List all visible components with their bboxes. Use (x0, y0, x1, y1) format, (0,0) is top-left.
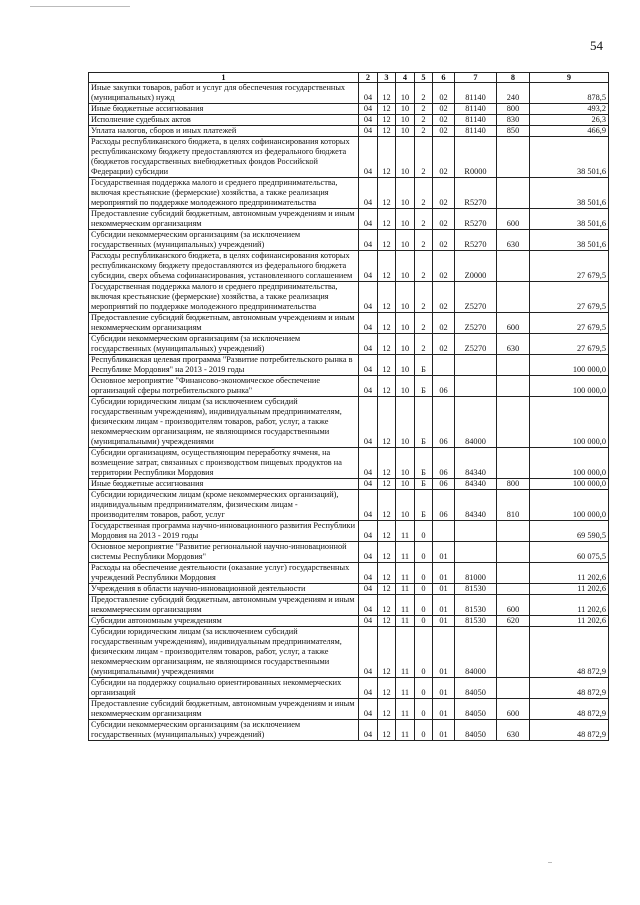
column-header: 1 (89, 73, 359, 83)
subsection-code-cell: 12 (378, 282, 396, 313)
program-code-cell: 10 (396, 137, 415, 178)
activity-code-cell (433, 521, 455, 542)
row-name-cell: Расходы республиканского бюджета, в целях софинансирования которых республиканскому бюджету предоставляются из федерального бюджета субсидии, сверх объема софинансирования, установленного соглашением (89, 251, 359, 282)
direction-code-cell: 81530 (455, 584, 497, 595)
subsection-code-cell: 12 (378, 137, 396, 178)
section-code-cell: 04 (359, 720, 378, 741)
direction-code-cell (455, 355, 497, 376)
row-name-cell: Учреждения в области научно-инновационной деятельности (89, 584, 359, 595)
table-row (89, 616, 609, 627)
section-code-cell: 04 (359, 699, 378, 720)
table-row (89, 627, 609, 678)
expense-type-cell (497, 563, 530, 584)
column-header: 8 (497, 73, 530, 83)
expense-type-cell: 800 (497, 104, 530, 115)
subprogram-code-cell: 0 (415, 563, 433, 584)
expense-type-cell (497, 251, 530, 282)
amount-cell: 38 501,6 (530, 209, 609, 230)
amount-cell: 48 872,9 (530, 699, 609, 720)
subsection-code-cell: 12 (378, 126, 396, 137)
section-code-cell: 04 (359, 397, 378, 448)
table-row (89, 490, 609, 521)
amount-cell: 38 501,6 (530, 230, 609, 251)
row-name-cell: Субсидии некоммерческим организациям (за исключением государственных (муниципальных) учреждений) (89, 230, 359, 251)
amount-cell: 11 202,6 (530, 584, 609, 595)
subprogram-code-cell: 2 (415, 230, 433, 251)
amount-cell: 48 872,9 (530, 720, 609, 741)
amount-cell: 100 000,0 (530, 355, 609, 376)
subprogram-code-cell: 2 (415, 115, 433, 126)
table-row (89, 313, 609, 334)
direction-code-cell: R5270 (455, 178, 497, 209)
subprogram-code-cell: Б (415, 490, 433, 521)
page-number: 54 (590, 38, 603, 53)
direction-code-cell: 84050 (455, 720, 497, 741)
amount-cell: 38 501,6 (530, 178, 609, 209)
row-name-cell: Предоставление субсидий бюджетным, автономным учреждениям и иным некоммерческим организациям (89, 595, 359, 616)
row-name-cell: Основное мероприятие "Финансово-экономическое обеспечение организаций сферы потребительского рынка" (89, 376, 359, 397)
program-code-cell: 11 (396, 563, 415, 584)
row-name-cell: Государственная поддержка малого и среднего предпринимательства, включая крестьянские (фермерские) хозяйства, а также реализация мероприятий по поддержке молодежного предпринимательства (89, 178, 359, 209)
subsection-code-cell: 12 (378, 595, 396, 616)
subprogram-code-cell: 2 (415, 282, 433, 313)
table-row (89, 83, 609, 104)
amount-cell: 100 000,0 (530, 448, 609, 479)
direction-code-cell: 81140 (455, 126, 497, 137)
row-name-cell: Государственная поддержка малого и среднего предпринимательства, включая крестьянские (фермерские) хозяйства, а также реализация мероприятий по поддержке молодежного предпринимательства (89, 282, 359, 313)
activity-code-cell: 01 (433, 720, 455, 741)
expense-type-cell: 830 (497, 115, 530, 126)
direction-code-cell: 84050 (455, 699, 497, 720)
amount-cell: 493,2 (530, 104, 609, 115)
subprogram-code-cell: 2 (415, 313, 433, 334)
activity-code-cell: 01 (433, 595, 455, 616)
expense-type-cell (497, 521, 530, 542)
subsection-code-cell: 12 (378, 178, 396, 209)
activity-code-cell (433, 355, 455, 376)
program-code-cell: 11 (396, 584, 415, 595)
amount-cell: 60 075,5 (530, 542, 609, 563)
subsection-code-cell: 12 (378, 334, 396, 355)
table-row (89, 699, 609, 720)
direction-code-cell: Z5270 (455, 313, 497, 334)
table-row (89, 542, 609, 563)
activity-code-cell: 02 (433, 115, 455, 126)
amount-cell: 48 872,9 (530, 627, 609, 678)
direction-code-cell: 81530 (455, 616, 497, 627)
expense-type-cell: 620 (497, 616, 530, 627)
row-name-cell: Основное мероприятие "Развитие региональной научно-инновационной системы Республики Мордовия" (89, 542, 359, 563)
table-row (89, 479, 609, 490)
expense-type-cell (497, 376, 530, 397)
direction-code-cell: Z5270 (455, 334, 497, 355)
subsection-code-cell: 12 (378, 490, 396, 521)
program-code-cell: 10 (396, 355, 415, 376)
subsection-code-cell: 12 (378, 83, 396, 104)
amount-cell: 27 679,5 (530, 282, 609, 313)
row-name-cell: Государственная программа научно-инновационного развития Республики Мордовия на 2013 - 2019 годы (89, 521, 359, 542)
subprogram-code-cell: Б (415, 448, 433, 479)
section-code-cell: 04 (359, 126, 378, 137)
direction-code-cell: 84050 (455, 678, 497, 699)
column-header: 9 (530, 73, 609, 83)
expense-type-cell: 240 (497, 83, 530, 104)
activity-code-cell: 02 (433, 104, 455, 115)
program-code-cell: 11 (396, 616, 415, 627)
expense-type-cell (497, 542, 530, 563)
subsection-code-cell: 12 (378, 355, 396, 376)
section-code-cell: 04 (359, 595, 378, 616)
row-name-cell: Расходы республиканского бюджета, в целях софинансирования которых республиканскому бюджету предоставляются из федерального бюджета (бюджетов государственных внебюджетных фондов Российской Федерации) субсидии (89, 137, 359, 178)
subprogram-code-cell: 0 (415, 584, 433, 595)
direction-code-cell: 81000 (455, 563, 497, 584)
activity-code-cell: 02 (433, 209, 455, 230)
activity-code-cell: 01 (433, 627, 455, 678)
subprogram-code-cell: Б (415, 355, 433, 376)
activity-code-cell: 01 (433, 616, 455, 627)
amount-cell: 11 202,6 (530, 563, 609, 584)
subprogram-code-cell: 2 (415, 104, 433, 115)
subsection-code-cell: 12 (378, 699, 396, 720)
row-name-cell: Иные бюджетные ассигнования (89, 104, 359, 115)
section-code-cell: 04 (359, 616, 378, 627)
table-header-row (89, 73, 609, 83)
activity-code-cell: 02 (433, 230, 455, 251)
section-code-cell: 04 (359, 251, 378, 282)
subsection-code-cell: 12 (378, 678, 396, 699)
direction-code-cell: R0000 (455, 137, 497, 178)
section-code-cell: 04 (359, 521, 378, 542)
amount-cell: 100 000,0 (530, 376, 609, 397)
activity-code-cell: 02 (433, 282, 455, 313)
subprogram-code-cell: 2 (415, 126, 433, 137)
table-row (89, 137, 609, 178)
budget-table (88, 72, 609, 741)
activity-code-cell: 02 (433, 126, 455, 137)
expense-type-cell: 600 (497, 699, 530, 720)
program-code-cell: 10 (396, 397, 415, 448)
column-header: 3 (378, 73, 396, 83)
subprogram-code-cell: Б (415, 376, 433, 397)
activity-code-cell: 02 (433, 83, 455, 104)
subprogram-code-cell: 2 (415, 83, 433, 104)
section-code-cell: 04 (359, 313, 378, 334)
activity-code-cell: 02 (433, 251, 455, 282)
section-code-cell: 04 (359, 627, 378, 678)
amount-cell: 26,3 (530, 115, 609, 126)
table-row (89, 584, 609, 595)
expense-type-cell (497, 178, 530, 209)
subprogram-code-cell: 0 (415, 616, 433, 627)
amount-cell: 48 872,9 (530, 678, 609, 699)
activity-code-cell: 06 (433, 397, 455, 448)
row-name-cell: Исполнение судебных актов (89, 115, 359, 126)
direction-code-cell: R5270 (455, 230, 497, 251)
direction-code-cell: 84340 (455, 479, 497, 490)
program-code-cell: 10 (396, 83, 415, 104)
subsection-code-cell: 12 (378, 627, 396, 678)
subprogram-code-cell: 0 (415, 720, 433, 741)
activity-code-cell: 02 (433, 178, 455, 209)
table-row (89, 126, 609, 137)
section-code-cell: 04 (359, 83, 378, 104)
subsection-code-cell: 12 (378, 563, 396, 584)
amount-cell: 27 679,5 (530, 313, 609, 334)
column-header: 5 (415, 73, 433, 83)
amount-cell: 100 000,0 (530, 397, 609, 448)
subprogram-code-cell: 2 (415, 178, 433, 209)
subsection-code-cell: 12 (378, 584, 396, 595)
expense-type-cell (497, 282, 530, 313)
amount-cell: 11 202,6 (530, 616, 609, 627)
table-row (89, 595, 609, 616)
section-code-cell: 04 (359, 542, 378, 563)
table-row (89, 251, 609, 282)
subprogram-code-cell: 0 (415, 542, 433, 563)
subprogram-code-cell: Б (415, 479, 433, 490)
row-name-cell: Субсидии на поддержку социально ориентированных некоммерческих организаций (89, 678, 359, 699)
direction-code-cell: 84000 (455, 627, 497, 678)
direction-code-cell: 84000 (455, 397, 497, 448)
table-row (89, 334, 609, 355)
activity-code-cell: 06 (433, 490, 455, 521)
program-code-cell: 11 (396, 595, 415, 616)
subprogram-code-cell: 2 (415, 334, 433, 355)
program-code-cell: 11 (396, 720, 415, 741)
program-code-cell: 10 (396, 334, 415, 355)
section-code-cell: 04 (359, 563, 378, 584)
activity-code-cell: 06 (433, 376, 455, 397)
expense-type-cell: 630 (497, 720, 530, 741)
activity-code-cell: 02 (433, 334, 455, 355)
table-row (89, 178, 609, 209)
row-name-cell: Расходы на обеспечение деятельности (оказание услуг) государственных учреждений Республики Мордовия (89, 563, 359, 584)
row-name-cell: Субсидии юридическим лицам (за исключением субсидий государственным учреждениям), индивидуальным предпринимателям, физическим лицам - производителям товаров, работ, услуг, а также некоммерческим организациям, не являющимся государственными (муниципальными) учреждениями (89, 627, 359, 678)
table-row (89, 397, 609, 448)
subsection-code-cell: 12 (378, 397, 396, 448)
amount-cell: 27 679,5 (530, 251, 609, 282)
subsection-code-cell: 12 (378, 542, 396, 563)
activity-code-cell: 01 (433, 584, 455, 595)
direction-code-cell: 84340 (455, 448, 497, 479)
section-code-cell: 04 (359, 178, 378, 209)
activity-code-cell: 06 (433, 479, 455, 490)
section-code-cell: 04 (359, 334, 378, 355)
subsection-code-cell: 12 (378, 521, 396, 542)
subsection-code-cell: 12 (378, 479, 396, 490)
expense-type-cell: 600 (497, 595, 530, 616)
activity-code-cell: 06 (433, 448, 455, 479)
table-row (89, 104, 609, 115)
table-row (89, 521, 609, 542)
row-name-cell: Субсидии юридическим лицам (кроме некоммерческих организаций), индивидуальным предпринимателям, физическим лицам - производителям товаров, работ, услуг (89, 490, 359, 521)
activity-code-cell: 01 (433, 542, 455, 563)
program-code-cell: 11 (396, 699, 415, 720)
program-code-cell: 10 (396, 126, 415, 137)
expense-type-cell: 630 (497, 334, 530, 355)
program-code-cell: 10 (396, 490, 415, 521)
direction-code-cell: 84340 (455, 490, 497, 521)
table-row (89, 448, 609, 479)
activity-code-cell: 01 (433, 563, 455, 584)
row-name-cell: Предоставление субсидий бюджетным, автономным учреждениям и иным некоммерческим организациям (89, 313, 359, 334)
activity-code-cell: 01 (433, 678, 455, 699)
expense-type-cell (497, 678, 530, 699)
expense-type-cell (497, 627, 530, 678)
column-header: 6 (433, 73, 455, 83)
activity-code-cell: 02 (433, 313, 455, 334)
expense-type-cell (497, 397, 530, 448)
amount-cell: 878,5 (530, 83, 609, 104)
amount-cell: 466,9 (530, 126, 609, 137)
section-code-cell: 04 (359, 137, 378, 178)
expense-type-cell: 600 (497, 313, 530, 334)
activity-code-cell: 01 (433, 699, 455, 720)
direction-code-cell: 81140 (455, 83, 497, 104)
subprogram-code-cell: 2 (415, 209, 433, 230)
program-code-cell: 10 (396, 376, 415, 397)
amount-cell: 100 000,0 (530, 479, 609, 490)
expense-type-cell: 850 (497, 126, 530, 137)
column-header: 7 (455, 73, 497, 83)
row-name-cell: Республиканская целевая программа "Развитие потребительского рынка в Республике Мордовия" на 2013 - 2019 годы (89, 355, 359, 376)
subprogram-code-cell: 0 (415, 699, 433, 720)
subsection-code-cell: 12 (378, 230, 396, 251)
row-name-cell: Субсидии некоммерческим организациям (за исключением государственных (муниципальных) учреждений) (89, 720, 359, 741)
amount-cell: 69 590,5 (530, 521, 609, 542)
program-code-cell: 11 (396, 521, 415, 542)
row-name-cell: Субсидии некоммерческим организациям (за исключением государственных (муниципальных) учреждений) (89, 334, 359, 355)
row-name-cell: Иные закупки товаров, работ и услуг для обеспечения государственных (муниципальных) нужд (89, 83, 359, 104)
section-code-cell: 04 (359, 282, 378, 313)
section-code-cell: 04 (359, 448, 378, 479)
program-code-cell: 10 (396, 448, 415, 479)
section-code-cell: 04 (359, 479, 378, 490)
expense-type-cell: 800 (497, 479, 530, 490)
program-code-cell: 11 (396, 678, 415, 699)
table-row (89, 282, 609, 313)
subsection-code-cell: 12 (378, 104, 396, 115)
row-name-cell: Уплата налогов, сборов и иных платежей (89, 126, 359, 137)
subsection-code-cell: 12 (378, 209, 396, 230)
subprogram-code-cell: 2 (415, 251, 433, 282)
section-code-cell: 04 (359, 104, 378, 115)
amount-cell: 11 202,6 (530, 595, 609, 616)
program-code-cell: 10 (396, 313, 415, 334)
column-header: 2 (359, 73, 378, 83)
subsection-code-cell: 12 (378, 720, 396, 741)
amount-cell: 38 501,6 (530, 137, 609, 178)
table-row (89, 230, 609, 251)
section-code-cell: 04 (359, 230, 378, 251)
direction-code-cell (455, 521, 497, 542)
table-row (89, 355, 609, 376)
table-row (89, 376, 609, 397)
row-name-cell: Иные бюджетные ассигнования (89, 479, 359, 490)
section-code-cell: 04 (359, 376, 378, 397)
table-row (89, 563, 609, 584)
table-row (89, 115, 609, 126)
row-name-cell: Субсидии организациям, осуществляющим переработку ячменя, на возмещение затрат, связанных с производством пищевых продуктов на территории Республики Мордовия (89, 448, 359, 479)
table-row (89, 678, 609, 699)
direction-code-cell (455, 376, 497, 397)
program-code-cell: 10 (396, 282, 415, 313)
subsection-code-cell: 12 (378, 376, 396, 397)
activity-code-cell: 02 (433, 137, 455, 178)
row-name-cell: Предоставление субсидий бюджетным, автономным учреждениям и иным некоммерческим организациям (89, 699, 359, 720)
program-code-cell: 10 (396, 115, 415, 126)
expense-type-cell (497, 448, 530, 479)
subprogram-code-cell: 2 (415, 137, 433, 178)
section-code-cell: 04 (359, 584, 378, 595)
program-code-cell: 10 (396, 479, 415, 490)
amount-cell: 27 679,5 (530, 334, 609, 355)
program-code-cell: 10 (396, 209, 415, 230)
subprogram-code-cell: 0 (415, 595, 433, 616)
row-name-cell: Субсидии юридическим лицам (за исключением субсидий государственным учреждениям), индивидуальным предпринимателям, физическим лицам - производителям товаров, работ, услуг, а также некоммерческим организациям, не являющимся государственными (муниципальными) учреждениями (89, 397, 359, 448)
subprogram-code-cell: 0 (415, 627, 433, 678)
expense-type-cell: 630 (497, 230, 530, 251)
subsection-code-cell: 12 (378, 313, 396, 334)
direction-code-cell (455, 542, 497, 563)
expense-type-cell: 600 (497, 209, 530, 230)
section-code-cell: 04 (359, 115, 378, 126)
subsection-code-cell: 12 (378, 251, 396, 282)
scan-mark-top (30, 6, 130, 7)
direction-code-cell: Z5270 (455, 282, 497, 313)
direction-code-cell: 81140 (455, 104, 497, 115)
subprogram-code-cell: 0 (415, 678, 433, 699)
program-code-cell: 10 (396, 230, 415, 251)
direction-code-cell: Z0000 (455, 251, 497, 282)
expense-type-cell: 810 (497, 490, 530, 521)
subsection-code-cell: 12 (378, 115, 396, 126)
section-code-cell: 04 (359, 209, 378, 230)
expense-type-cell (497, 355, 530, 376)
section-code-cell: 04 (359, 355, 378, 376)
program-code-cell: 11 (396, 542, 415, 563)
program-code-cell: 11 (396, 627, 415, 678)
program-code-cell: 10 (396, 251, 415, 282)
scan-mark-right (548, 862, 552, 863)
subprogram-code-cell: Б (415, 397, 433, 448)
column-header: 4 (396, 73, 415, 83)
direction-code-cell: 81140 (455, 115, 497, 126)
expense-type-cell (497, 584, 530, 595)
row-name-cell: Субсидии автономным учреждениям (89, 616, 359, 627)
expense-type-cell (497, 137, 530, 178)
section-code-cell: 04 (359, 490, 378, 521)
section-code-cell: 04 (359, 678, 378, 699)
direction-code-cell: R5270 (455, 209, 497, 230)
row-name-cell: Предоставление субсидий бюджетным, автономным учреждениям и иным некоммерческим организациям (89, 209, 359, 230)
program-code-cell: 10 (396, 178, 415, 209)
subsection-code-cell: 12 (378, 616, 396, 627)
subprogram-code-cell: 0 (415, 521, 433, 542)
direction-code-cell: 81530 (455, 595, 497, 616)
table-row (89, 720, 609, 741)
subsection-code-cell: 12 (378, 448, 396, 479)
table-row (89, 209, 609, 230)
amount-cell: 100 000,0 (530, 490, 609, 521)
program-code-cell: 10 (396, 104, 415, 115)
